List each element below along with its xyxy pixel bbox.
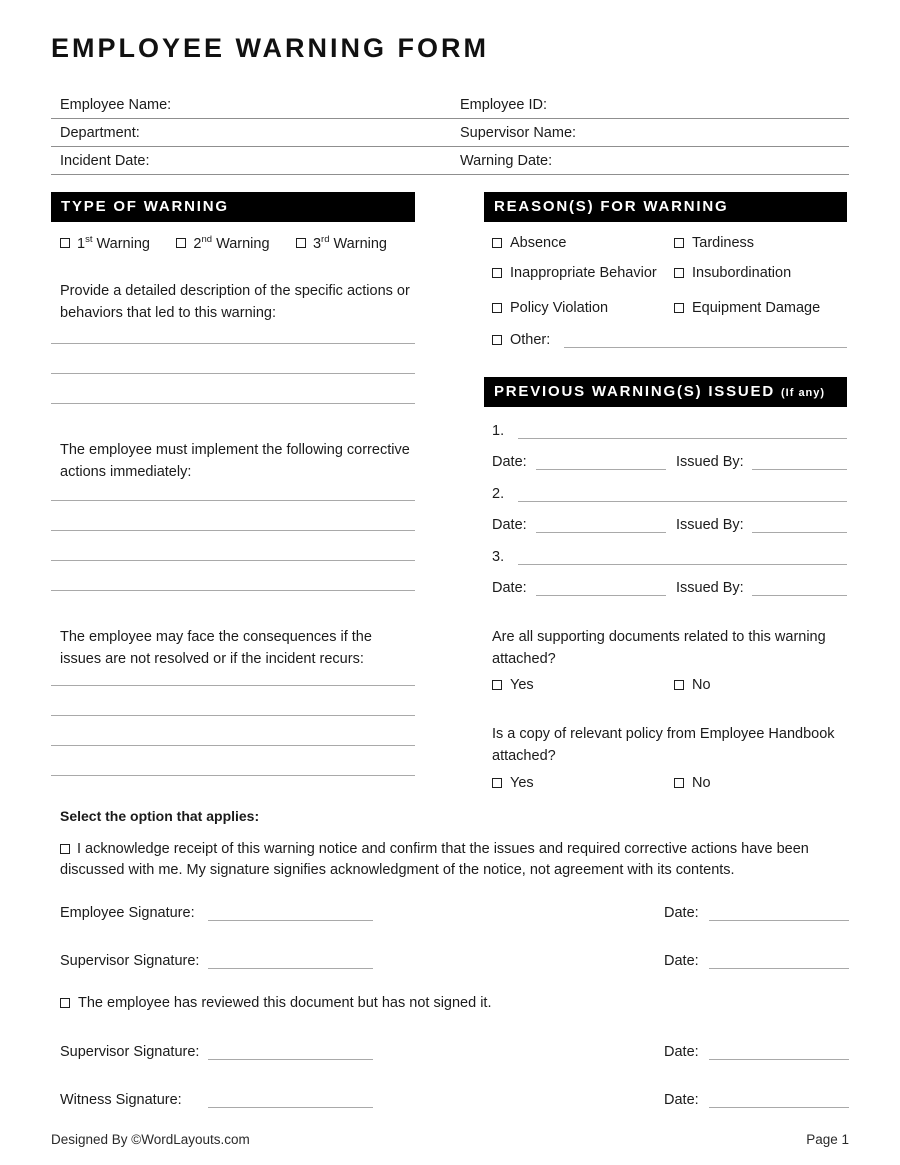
date-line[interactable] <box>709 949 849 969</box>
third-warning-label: 3rd Warning <box>312 234 387 252</box>
supervisor-signature-label: Supervisor Signature: <box>60 1044 200 1060</box>
other-label: Other: <box>510 332 551 348</box>
not-signed-option-text: The employee has reviewed this document but has not signed it. <box>78 995 492 1011</box>
date-line[interactable] <box>709 901 849 921</box>
previous-warnings-header-suffix: (If any) <box>781 387 826 399</box>
date-writing-line[interactable] <box>536 576 666 596</box>
date-label: Date: <box>664 953 699 969</box>
writing-line[interactable] <box>51 344 415 374</box>
checkbox-icon[interactable] <box>492 778 502 788</box>
employee-signature-row <box>51 901 849 921</box>
designer-credit: Designed By ©WordLayouts.com <box>51 1131 250 1147</box>
writing-line[interactable] <box>518 482 847 502</box>
checkbox-icon[interactable] <box>674 778 684 788</box>
first-warning-option[interactable] <box>60 234 150 252</box>
issued-by-label: Issued By: <box>676 580 744 596</box>
supervisor-signature-line[interactable] <box>208 1040 373 1060</box>
writing-line[interactable] <box>51 324 415 344</box>
info-row <box>51 147 849 175</box>
employee-warning-form-page <box>0 33 900 1148</box>
no-label: No <box>692 677 711 693</box>
previous-warning-date-row <box>484 576 847 596</box>
policy-no-option[interactable] <box>674 775 711 791</box>
reason-row <box>484 299 847 317</box>
date-label: Date: <box>492 454 527 470</box>
issued-by-writing-line[interactable] <box>752 513 847 533</box>
checkbox-icon[interactable] <box>296 238 306 248</box>
supporting-documents-question: Are all supporting documents related to this warning attached? <box>492 629 826 667</box>
employee-name-field-label[interactable]: Employee Name: <box>60 96 172 113</box>
checkbox-icon[interactable] <box>492 268 502 278</box>
policy-copy-question: Is a copy of relevant policy from Employee Handbook attached? <box>492 726 835 764</box>
acknowledge-option[interactable] <box>51 839 849 881</box>
issued-by-label: Issued By: <box>676 454 744 470</box>
reason-other-option <box>484 330 847 348</box>
checkbox-icon[interactable] <box>674 268 684 278</box>
previous-warning-date-row <box>484 513 847 533</box>
previous-warning-entry <box>484 419 847 439</box>
consequences-write-area <box>51 670 415 776</box>
reason-row <box>484 264 847 282</box>
reason-label: Insubordination <box>692 265 792 281</box>
supervisor-signature-row-2 <box>51 1040 849 1060</box>
policy-yes-no-row <box>484 774 847 792</box>
checkbox-icon[interactable] <box>492 680 502 690</box>
employee-id-field-label[interactable]: Employee ID: <box>460 96 548 113</box>
reason-absence-option[interactable] <box>492 235 674 251</box>
first-warning-label: 1st Warning <box>77 234 150 252</box>
yes-label: Yes <box>510 775 534 791</box>
yes-label: Yes <box>510 677 534 693</box>
checkbox-icon[interactable] <box>492 335 502 345</box>
date-label: Date: <box>664 1044 699 1060</box>
reason-insubordination-option[interactable] <box>674 265 791 281</box>
date-label: Date: <box>664 905 699 921</box>
not-signed-option[interactable] <box>51 994 849 1012</box>
type-of-warning-header: TYPE OF WARNING <box>51 192 415 222</box>
checkbox-icon[interactable] <box>176 238 186 248</box>
previous-warnings-header <box>484 377 847 407</box>
documents-yes-option[interactable] <box>492 677 674 693</box>
previous-warning-entry <box>484 482 847 502</box>
date-line[interactable] <box>709 1088 849 1108</box>
info-row <box>51 91 849 119</box>
writing-line[interactable] <box>51 374 415 404</box>
issued-by-label: Issued By: <box>676 517 744 533</box>
date-writing-line[interactable] <box>536 450 666 470</box>
description-write-area <box>51 324 415 404</box>
corrective-actions-prompt: The employee must implement the following corrective actions immediately: <box>60 442 410 480</box>
writing-line[interactable] <box>51 483 415 501</box>
other-checkbox-group[interactable] <box>492 332 550 348</box>
entry-number: 3. <box>492 549 505 565</box>
reason-inappropriate-behavior-option[interactable] <box>492 265 674 281</box>
employee-info-table <box>51 91 849 175</box>
corrective-actions-write-area <box>51 483 415 591</box>
third-warning-option[interactable] <box>296 234 387 252</box>
checkbox-icon[interactable] <box>492 238 502 248</box>
no-label: No <box>692 775 711 791</box>
form-columns <box>51 192 849 792</box>
reasons-section <box>484 192 847 792</box>
date-label: Date: <box>664 1092 699 1108</box>
writing-line[interactable] <box>518 419 847 439</box>
checkbox-icon[interactable] <box>60 998 70 1008</box>
documents-yes-no-row <box>484 676 847 694</box>
witness-signature-line[interactable] <box>208 1088 373 1108</box>
consequences-prompt: The employee may face the consequences if the issues are not resolved or if the incident recurs: <box>60 629 372 667</box>
acknowledge-option-text: I acknowledge receipt of this warning notice and confirm that the issues and required corrective actions have been discussed with me. My signature signifies acknowledgment of the notice, not agreement with its contents. <box>60 841 809 878</box>
date-writing-line[interactable] <box>536 513 666 533</box>
supervisor-signature-label: Supervisor Signature: <box>60 953 200 969</box>
reason-label: Inappropriate Behavior <box>510 265 657 281</box>
info-row <box>51 119 849 147</box>
checkbox-icon[interactable] <box>674 303 684 313</box>
reason-tardiness-option[interactable] <box>674 235 754 251</box>
supervisor-name-field-label[interactable]: Supervisor Name: <box>460 124 577 141</box>
reason-equipment-damage-option[interactable] <box>674 300 820 316</box>
date-line[interactable] <box>709 1040 849 1060</box>
witness-signature-label: Witness Signature: <box>60 1092 182 1108</box>
writing-line[interactable] <box>51 561 415 591</box>
department-field-label[interactable]: Department: <box>60 124 140 141</box>
checkbox-icon[interactable] <box>674 238 684 248</box>
select-option-label: Select the option that applies: <box>60 808 260 824</box>
reason-label: Policy Violation <box>510 300 609 316</box>
second-warning-label: 2nd Warning <box>193 234 270 252</box>
page-title: EMPLOYEE WARNING FORM <box>51 33 490 63</box>
previous-warnings-header-text: PREVIOUS WARNING(S) ISSUED <box>494 383 775 400</box>
writing-line[interactable] <box>51 686 415 716</box>
reason-row <box>484 234 847 252</box>
reason-policy-violation-option[interactable] <box>492 300 674 316</box>
writing-line[interactable] <box>51 746 415 776</box>
type-of-warning-section <box>51 192 415 792</box>
writing-line[interactable] <box>51 501 415 531</box>
page-number: Page 1 <box>806 1131 849 1147</box>
previous-warning-entry <box>484 545 847 565</box>
reason-label: Tardiness <box>692 235 755 251</box>
writing-line[interactable] <box>518 545 847 565</box>
warning-type-options <box>51 234 415 252</box>
writing-line[interactable] <box>51 531 415 561</box>
date-label: Date: <box>492 517 527 533</box>
warning-date-field-label[interactable]: Warning Date: <box>460 152 553 169</box>
reason-label: Equipment Damage <box>692 300 821 316</box>
issued-by-writing-line[interactable] <box>752 576 847 596</box>
reason-label: Absence <box>510 235 567 251</box>
description-prompt: Provide a detailed description of the specific actions or behaviors that led to this warning: <box>60 283 410 321</box>
page-footer <box>51 1130 849 1148</box>
issued-by-writing-line[interactable] <box>752 450 847 470</box>
checkbox-icon[interactable] <box>492 303 502 313</box>
reasons-header: REASON(S) FOR WARNING <box>484 192 847 222</box>
incident-date-field-label[interactable]: Incident Date: <box>60 152 150 169</box>
checkbox-icon[interactable] <box>60 238 70 248</box>
supervisor-signature-line[interactable] <box>208 949 373 969</box>
entry-number: 1. <box>492 423 505 439</box>
previous-warning-date-row <box>484 450 847 470</box>
employee-signature-label: Employee Signature: <box>60 905 195 921</box>
employee-signature-line[interactable] <box>208 901 373 921</box>
supervisor-signature-row <box>51 949 849 969</box>
policy-yes-option[interactable] <box>492 775 674 791</box>
writing-line[interactable] <box>51 670 415 686</box>
witness-signature-row <box>51 1088 849 1108</box>
checkbox-icon[interactable] <box>60 844 70 854</box>
writing-line[interactable] <box>51 716 415 746</box>
date-label: Date: <box>492 580 527 596</box>
second-warning-option[interactable] <box>176 234 269 252</box>
entry-number: 2. <box>492 486 505 502</box>
checkbox-icon[interactable] <box>674 680 684 690</box>
other-writing-line[interactable] <box>564 330 847 348</box>
documents-no-option[interactable] <box>674 677 711 693</box>
